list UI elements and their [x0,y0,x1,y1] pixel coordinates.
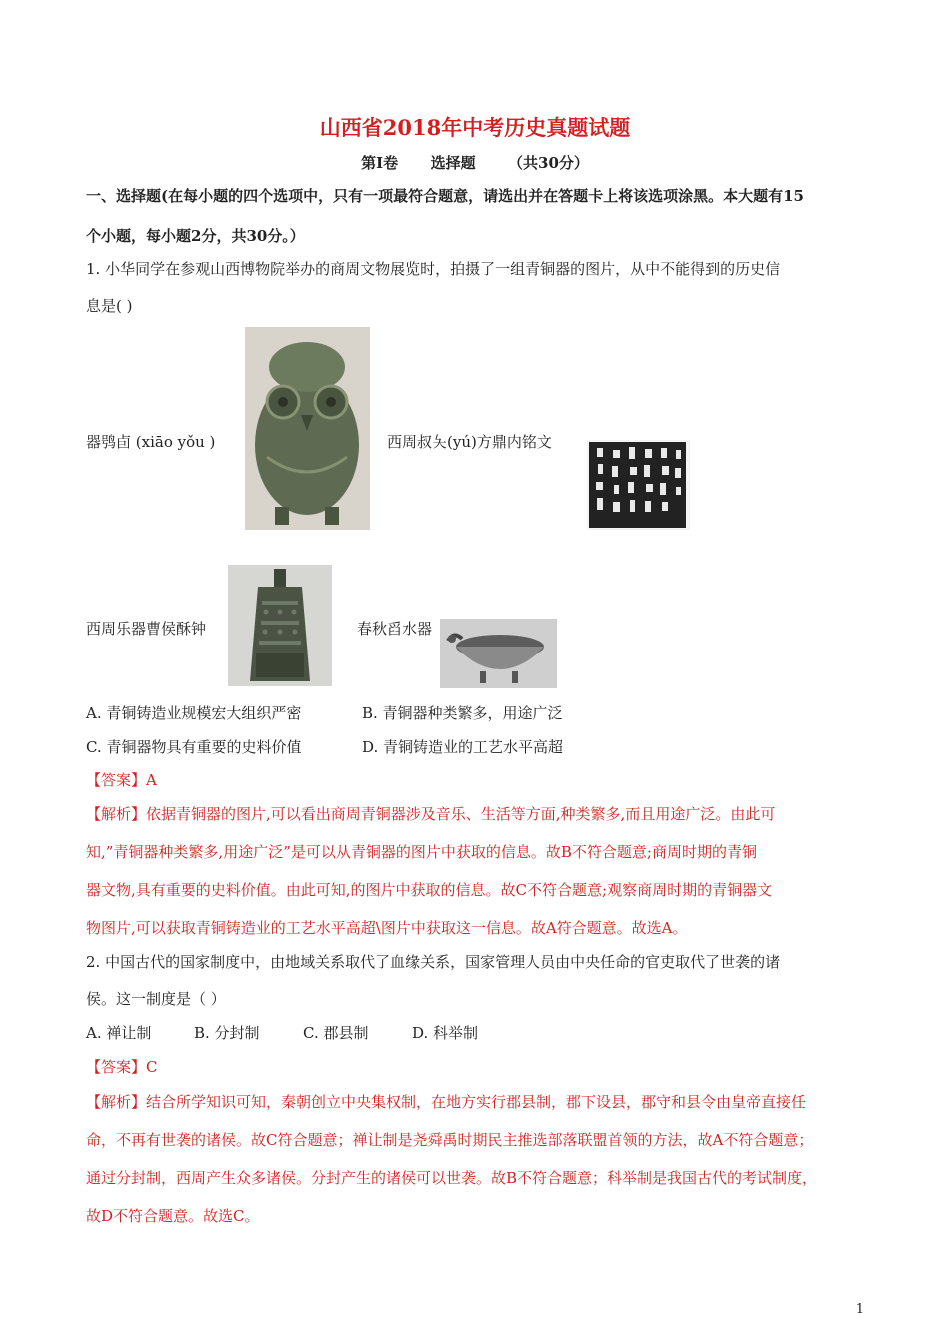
section-heading-line-2: 个小题，每小题2分，共30分。） [86,227,305,245]
q2-analysis-tag: 【解析】 [86,1093,147,1111]
q1-option-d: D. 青铜铸造业的工艺水平高超 [362,738,564,756]
q2-analysis-line-3: 通过分封制，西周产生众多诸侯。分封产生的诸侯可以世袭。故B不符合题意；科举制是我国古代的考试制度， [86,1169,818,1187]
q1-analysis-tag: 【解析】 [86,805,147,823]
q2-answer: 【答案】C [86,1058,158,1076]
page-number: 1 [855,1302,864,1317]
caption-water-vessel: 春秋舀水器 [357,620,433,638]
q1-option-b: B. 青铜器种类繁多，用途广泛 [362,704,563,722]
document-title: 山西省2018年中考历史真题试题 [319,115,631,140]
owl-bronze-photo [245,327,370,530]
part-label: 第Ⅰ卷 [361,154,399,172]
water-vessel-photo [440,619,557,688]
q1-analysis-line-1 [86,804,876,824]
q1-answer: 【答案】A [86,771,157,789]
q1-analysis-line-4: 物图片,可以获取青铜铸造业的工艺水平高超\图片中获取这一信息。故A符合题意。故选A。 [86,919,688,937]
q2-analysis-line-4: 故D不符合题意。故选C。 [86,1207,260,1225]
q2-stem-line-2: 侯。这一制度是（ ） [86,990,226,1008]
q2-option-c: C. 郡县制 [303,1024,369,1042]
caption-bell: 西周乐器曹侯酥钟 [86,620,207,638]
q2-stem-line-1: 2. 中国古代的国家制度中，由地域关系取代了血缘关系，国家管理人员由中央任命的官吏取代了世袭的诸 [86,953,781,971]
q2-analysis-line-2: 命，不再有世袭的诸侯。故C符合题意；禅让制是尧舜禹时期民主推选部落联盟首领的方法，故A不符合题意； [86,1131,814,1149]
q1-option-a: A. 青铜铸造业规模宏大组织严密 [86,704,302,722]
part-points: （共30分） [508,154,589,172]
inscription-rubbing-image [587,440,690,530]
section-heading-line-1: 一、选择题(在每小题的四个选项中，只有一项最符合题意，请选出并在答题卡上将该选项涂黑。本大题有15 [86,187,804,205]
q2-option-a: A. 禅让制 [86,1024,152,1042]
q1-analysis-line-3: 器文物,具有重要的史料价值。由此可知,的图片中获取的信息。故C不符合题意;观察商周时期的青铜器文 [86,881,773,899]
q2-analysis-line-1 [86,1092,876,1112]
part-subtitle [0,152,950,173]
q1-option-c: C. 青铜器物具有重要的史料价值 [86,738,302,756]
q2-option-d: D. 科举制 [412,1024,479,1042]
caption-owl-vessel: 器鸮卣 (xiāo yǒu ) [86,433,216,451]
bronze-bell-photo [228,565,332,686]
q1-stem-line-2: 息是( ) [86,297,133,315]
q1-stem-line-1: 1. 小华同学在参观山西博物院举办的商周文物展览时，拍摄了一组青铜器的图片，从中不能得到的历史信 [86,260,781,278]
q1-analysis-line-2: 知,”青铜器种类繁多,用途广泛”是可以从青铜器的图片中获取的信息。故B不符合题意;商周时期的青铜 [86,843,757,861]
part-kind: 选择题 [430,154,476,172]
q2-analysis-text-1: 结合所学知识可知，秦朝创立中央集权制，在地方实行郡县制，郡下设县，郡守和县令由皇帝直接任 [146,1093,807,1111]
q1-analysis-text-1: 依据青铜器的图片,可以看出商周青铜器涉及音乐、生活等方面,种类繁多,而且用途广泛。由此可 [146,805,776,823]
q2-option-b: B. 分封制 [194,1024,260,1042]
caption-inscription: 西周叔夨(yú)方鼎内铭文 [387,433,552,451]
